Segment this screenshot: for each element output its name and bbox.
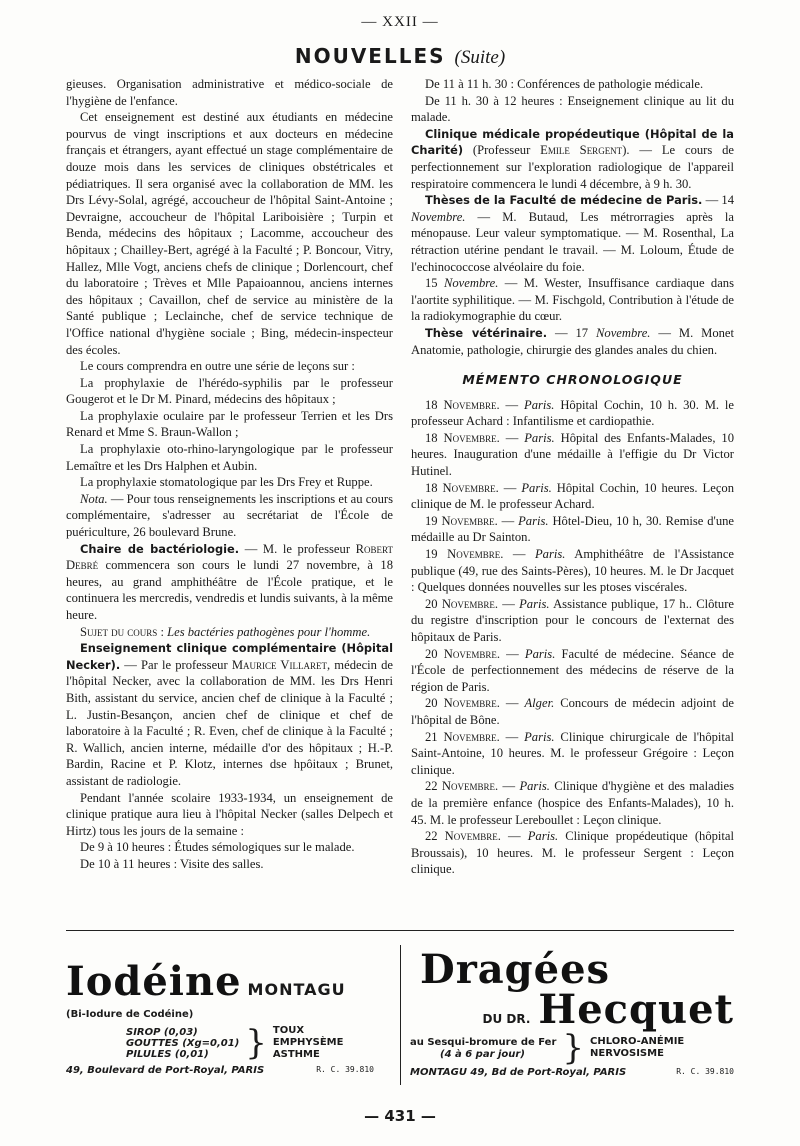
- person-name: Maurice Villaret: [231, 657, 328, 672]
- memento-text: Hôtel-Dieu, 10 h, 30. Remise d'une médaille au Dr Sainton.: [411, 513, 734, 545]
- memento-city: Paris.: [521, 480, 552, 495]
- ad-line: au Sesqui-bromure de Fer: [410, 1036, 557, 1048]
- ad-indication: CHLORO-ANÉMIE: [590, 1036, 685, 1047]
- memento-entry: [411, 430, 734, 480]
- person-name: Emile Sergent: [540, 143, 623, 158]
- paragraph: De 11 h. 30 à 12 heures : Enseignement clinique au lit du malade.: [411, 93, 734, 125]
- memento-city: Paris.: [524, 430, 555, 445]
- page-number: — 431 —: [364, 1107, 436, 1125]
- ad-dosage: (4 à 6 par jour): [440, 1048, 525, 1060]
- text-run: — M. Monet Anatomie, pathologie, chirurgie des glandes anales du chien.: [411, 325, 735, 357]
- memento-list: [411, 397, 734, 878]
- ad-address: 49, Boulevard de Port-Royal, PARIS: [66, 1065, 265, 1076]
- these-veterinaire-heading: Thèse vétérinaire.: [425, 325, 548, 340]
- theses-heading: Thèses de la Faculté de médecine de Paris.: [425, 193, 703, 208]
- paragraph: Cet enseignement est destiné aux étudiants en médecine pourvus de vingt inscriptions et aux docteurs en médecine français et étrangers, ayant effectué un stage complémentaire de douze mois dans les services de cliniques obstétricales et pédiatriques. Il sera organisé avec la collaboration de MM. les Drs Lévy-Solal, agrégé, accoucheur de l'hôpital Saint-Antoine ; Devraigne, accoucheur de l'hôpital Lariboisière ; Turpin et Benda, médecins des hôpitaux ; Lacomme, accoucheur des hôpitaux ; Chailley-Bert, agrégé à la Faculté ; P. Boncour, Vitry, Hallez, Mlle Vogt, anciens chefs de clinique ; Dorlencourt, chef du laboratoire ; Trèves et Mlle Papaioannou, anciens internes des hôpitaux ; Cavaillon, chef de service au ministère de la Santé publique ; Leclainche, chef de service technique de l'Office national d'hygiène sociale ; Bing, médecin-inspecteur des écoles.: [66, 110, 393, 357]
- enseignement-heading: Enseignement clinique complémentaire (Hôpital Necker).: [66, 641, 393, 672]
- paragraph: [66, 491, 393, 541]
- dash-separator: —: [500, 646, 525, 661]
- paragraph: Pendant l'année scolaire 1933-1934, un enseignement de clinique pratique aura lieu à l'hôpital Necker (salles Delpech et Hirtz) tous les jours de la semaine :: [66, 790, 393, 838]
- memento-text: Hôpital Cochin, 10 h. 30. M. le professeur Achard : Infantilisme et cardiopathie.: [411, 397, 734, 429]
- memento-entry: [411, 480, 734, 513]
- memento-date: 18 Novembre.: [425, 480, 499, 495]
- brace-icon: }: [562, 1028, 585, 1068]
- memento-text: Hôpital Cochin, 10 heures. Leçon clinique de M. le professeur Achard.: [411, 480, 734, 512]
- paragraph: La prophylaxie de l'hérédo-syphilis par le professeur Gougerot et le Dr M. Pinard, médecins des hôpitaux ;: [66, 375, 393, 407]
- ad-iodeine: [66, 945, 394, 1085]
- dash-separator: —: [498, 480, 522, 495]
- paragraph: [411, 126, 734, 192]
- paragraph: gieuses. Organisation administrative et médico-sociale de l'hygiène de l'enfance.: [66, 77, 393, 108]
- dash-separator: —: [503, 547, 535, 562]
- memento-text: Concours de médecin adjoint de l'hôpital de Bône.: [411, 696, 734, 727]
- ad-vertical-rule: [400, 945, 401, 1085]
- memento-text: Clinique propédeutique (hôpital Broussais), 10 heures. M. le professeur Sergent : Leçon clinique.: [411, 829, 734, 877]
- section-suite: (Suite): [454, 47, 506, 68]
- ad-indication: EMPHYSÈME: [272, 1037, 344, 1048]
- ad-ref: R. C. 39.810: [316, 1065, 374, 1074]
- text-run: — M. Butaud, Les métrorragies après la ménopause. Leur valeur symptomatique. — M. Rosenthal, La rétraction utérine pendant le travail. — M. Loloum, Étude de l'echinococcose alvéolaire du foie.: [411, 209, 734, 274]
- paragraph: La prophylaxie stomatologique par les Drs Frey et Ruppe.: [80, 475, 373, 490]
- dash-separator: —: [497, 513, 519, 528]
- memento-text: Clinique chirurgicale de l'hôpital Saint-Antoine, 10 heures. M. le professeur Grégoire : Leçon clinique.: [411, 729, 734, 777]
- memento-date: 22 Novembre.: [425, 829, 501, 844]
- memento-date: 20 Novembre.: [425, 596, 499, 611]
- dash-separator: —: [498, 596, 520, 611]
- date-text: Novembre.: [411, 209, 466, 224]
- ad-composition: [410, 1037, 556, 1060]
- memento-entry: [411, 546, 734, 596]
- paragraph: La prophylaxie oto-rhino-laryngologique par le professeur Lemaître et les Drs Halphen et Aubin.: [66, 442, 393, 473]
- ad-indications: [273, 1025, 344, 1061]
- memento-entry: [411, 646, 734, 696]
- memento-date: 18 Novembre.: [425, 397, 500, 412]
- memento-text: Assistance publique, 17 h.. Clôture du registre d'inscription pour le concours de l'externat des hôpitaux de Paris.: [411, 596, 734, 644]
- person-name: Robert Debré: [66, 541, 393, 573]
- memento-entry: [411, 513, 734, 546]
- ad-indication: ASTHME: [272, 1049, 320, 1060]
- memento-city: Alger.: [524, 696, 555, 711]
- ad-subtitle: (Bi-Iodure de Codéine): [66, 1009, 194, 1020]
- sujet-text: Les bactéries pathogènes pour l'homme.: [163, 624, 371, 639]
- dash-separator: —: [499, 397, 525, 412]
- memento-city: Paris.: [534, 547, 566, 562]
- text-run: , médecin de l'hôpital Necker, avec la collaboration de MM. les Drs Henri Bith, assistant du service, ancien chef de clinique à la Faculté ; L. Justin-Besançon, ancien chef de clinique et chef de laboratoire à la Faculté ; R. Even, chef de clinique à la Faculté ; R. Wallich, ancien interne, médaille d'or des hôpitaux ; H.-P. Bardin, Racine et P. Klotz, internes dse hpôitaux ; Brunet, assistant de radiologie.: [66, 657, 393, 788]
- text-run: commencera son cours le lundi 27 novembre, à 18 heures, au grand amphithéâtre de l'École pratique, et le continuera les mercredis, vendredis et lundis suivants, à la même heure.: [66, 558, 393, 622]
- dash-separator: —: [500, 829, 528, 844]
- clinique-heading: Clinique médicale propédeutique (Hôpital de la Charité): [411, 126, 734, 158]
- date-text: Novembre.: [443, 276, 499, 291]
- memento-city: Paris.: [524, 397, 555, 412]
- dash-separator: —: [499, 696, 525, 711]
- paragraph: La prophylaxie oculaire par le professeur Terrien et les Drs Renard et Mme S. Braun-Wallon ;: [66, 408, 393, 440]
- ad-doctor-name: Hecquet: [538, 986, 734, 1033]
- ad-du: DU DR.: [482, 1012, 531, 1026]
- right-column: [411, 76, 734, 878]
- ad-brand: MONTAGU: [247, 980, 346, 999]
- brace-icon: }: [245, 1023, 267, 1063]
- ad-dragees: [410, 945, 734, 1085]
- memento-title: MÉMENTO CHRONOLOGIQUE: [462, 372, 683, 388]
- memento-city: Paris.: [518, 513, 549, 528]
- section-title: NOUVELLES: [294, 44, 446, 68]
- memento-date: 20 Novembre.: [425, 646, 500, 661]
- ad-indication: TOUX: [272, 1025, 305, 1036]
- ad-address: MONTAGU 49, Bd de Port-Royal, PARIS: [410, 1067, 627, 1078]
- paragraph: [66, 624, 393, 641]
- dash-separator: —: [498, 779, 520, 794]
- memento-text: Clinique d'hygiène et des maladies de la première enfance (hospice des Enfants-Malades), 10 h. 45. M. le professeur Lereboullet : Leçon clinique.: [411, 779, 734, 827]
- memento-date: 19 Novembre.: [425, 513, 498, 528]
- dash-separator: —: [499, 430, 525, 445]
- memento-city: Paris.: [527, 829, 559, 844]
- text-run: — M. Wester, Insuffisance cardiaque dans l'aortite syphilitique. — M. Fischgold, Contribution à l'étude de la radiokymographie du cœur.: [411, 276, 734, 324]
- ad-ref: R. C. 39.810: [676, 1067, 734, 1076]
- ad-product-name: Dragées: [420, 946, 611, 993]
- sujet-label: Sujet du cours :: [80, 624, 164, 639]
- text-run: — 14: [702, 193, 735, 208]
- memento-entry: [411, 828, 734, 878]
- memento-date: 22 Novembre.: [425, 779, 499, 794]
- ad-divider-rule: [66, 930, 734, 931]
- memento-date: 21 Novembre.: [425, 729, 500, 744]
- date-text: Novembre.: [596, 325, 651, 340]
- text-run: ). — Le cours de perfectionnement sur l'exploration radiologique de l'appareil respiratoire commencera le lundi 4 décembre, à 9 h. 30.: [411, 143, 734, 191]
- ad-form: SIROP (0,03): [126, 1026, 198, 1038]
- ad-forms: [126, 1027, 239, 1060]
- paragraph: Le cours comprendra en outre une série de leçons sur :: [80, 359, 355, 374]
- ad-indication: NERVOSISME: [590, 1048, 664, 1059]
- nota-label: Nota.: [80, 491, 108, 506]
- memento-city: Paris.: [524, 646, 556, 661]
- memento-entry: [411, 596, 734, 646]
- memento-text: Hôpital des Enfants-Malades, 10 heures. Inauguration d'une médaille à l'effigie du Dr Victor Hutinel.: [411, 430, 734, 479]
- paragraph: [411, 325, 734, 358]
- memento-city: Paris.: [519, 596, 550, 611]
- ad-form: GOUTTES (Xg=0,01): [126, 1037, 240, 1049]
- memento-entry: [411, 397, 734, 430]
- paragraph: [411, 192, 734, 275]
- memento-entry: [411, 695, 734, 728]
- memento-city: Paris.: [524, 729, 555, 744]
- chaire-heading: Chaire de bactériologie.: [80, 541, 240, 556]
- text-run: 15: [425, 276, 444, 291]
- dash-separator: —: [499, 729, 525, 744]
- memento-date: 20 Novembre.: [425, 696, 500, 711]
- text-run: (Professeur: [463, 143, 541, 158]
- memento-city: Paris.: [519, 779, 550, 794]
- paragraph: De 11 à 11 h. 30 : Conférences de pathologie médicale.: [425, 77, 704, 91]
- memento-entry: [411, 778, 734, 828]
- ad-form: PILULES (0,01): [126, 1048, 209, 1060]
- memento-text: Amphithéâtre de l'Assistance publique (49, rue des Saints-Pères), 10 heures. M. le Dr Jacquet : Quelques données nouvelles sur les ptoses viscérales.: [411, 547, 734, 595]
- text-run: — Par le professeur: [120, 657, 232, 672]
- memento-date: 19 Novembre.: [425, 547, 504, 562]
- text-run: — M. le professeur: [239, 541, 356, 556]
- roman-page-number: — XXII —: [361, 14, 439, 30]
- paragraph: De 9 à 10 heures : Études sémologiques sur le malade.: [80, 840, 355, 855]
- nota-text: — Pour tous renseignements les inscriptions et au cours complémentaire, s'adresser au secrétariat de l'École de puériculture, 26 boulevard Brune.: [66, 491, 393, 540]
- ad-product-name: Iodéine: [66, 958, 242, 1005]
- paragraph: [66, 541, 393, 624]
- left-column: [66, 76, 393, 873]
- section-heading: [0, 44, 800, 69]
- memento-date: 18 Novembre.: [425, 430, 500, 445]
- memento-text: Faculté de médecine. Séance de l'École de perfectionnement des médecins de réserve de la région de Paris.: [411, 646, 735, 694]
- paragraph: [66, 640, 393, 789]
- paragraph: De 10 à 11 heures : Visite des salles.: [80, 856, 264, 871]
- ad-indications: [590, 1036, 684, 1060]
- paragraph: [411, 275, 734, 325]
- memento-entry: [411, 729, 734, 779]
- text-run: — 17: [547, 325, 596, 340]
